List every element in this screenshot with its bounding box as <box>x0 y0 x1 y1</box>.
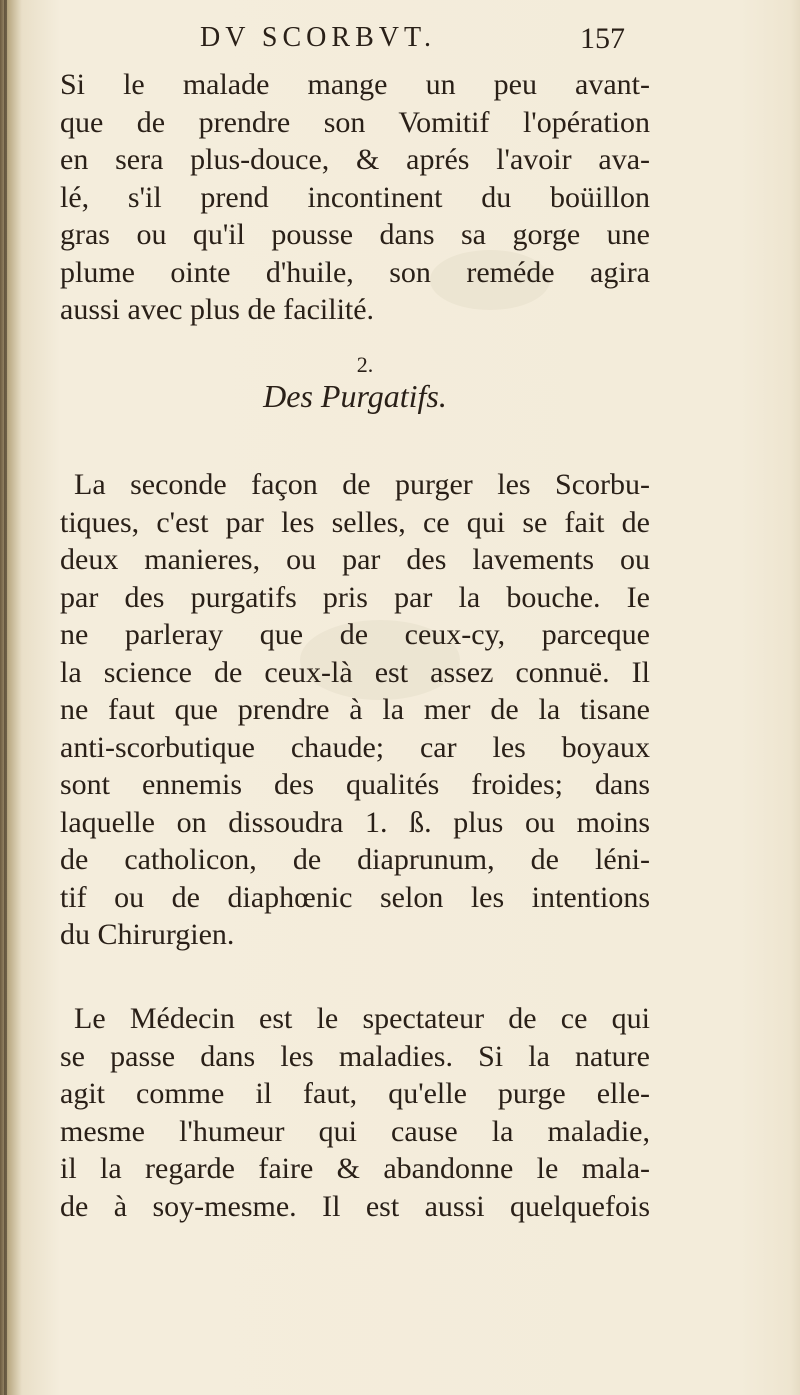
text-line: la science de ceux-là est assez connuë. Il <box>60 655 650 689</box>
text-line: plume ointe d'huile, son reméde agira <box>60 255 650 289</box>
paragraph-vomitif <box>60 66 650 329</box>
text-line: agit comme il faut, qu'elle purge elle- <box>60 1077 650 1110</box>
text-line: gras ou qu'il pousse dans sa gorge une <box>60 218 650 251</box>
text-line: tiques, c'est par les selles, ce qui se fait de <box>60 505 650 539</box>
text-line: se passe dans les maladies. Si la nature <box>60 1039 650 1073</box>
text-line: de catholicon, de diaprunum, de léni- <box>60 843 650 876</box>
text-line: tif ou de diaphœnic selon les intentions <box>60 880 650 914</box>
text-line: ne parleray que de ceux-cy, parceque <box>60 618 650 651</box>
text-line: lé, s'il prend incontinent du boüillon <box>60 180 650 214</box>
text-line: il la regarde faire & abandonne le mala- <box>60 1152 650 1185</box>
text-line: Le Médecin est le spectateur de ce qui <box>74 1002 650 1035</box>
text-line: par des purgatifs pris par la bouche. Ie <box>60 580 650 614</box>
text-line: mesme l'humeur qui cause la maladie, <box>60 1114 650 1148</box>
text-line: La seconde façon de purger les Scorbu- <box>74 468 650 501</box>
page-header <box>0 22 800 66</box>
text-line: deux manieres, ou par des lavements ou <box>60 543 650 576</box>
text-line: anti-scorbutique chaude; car les boyaux <box>60 730 650 764</box>
running-head: DV SCORBVT. <box>200 22 437 53</box>
text-line: ne faut que prendre à la mer de la tisane <box>60 693 650 726</box>
text-line: de à soy-mesme. Il est aussi quelquefois <box>60 1189 650 1223</box>
text-line: aussi avec plus de facilité. <box>60 293 375 326</box>
binding-gutter <box>4 0 7 1395</box>
paragraph-medecin <box>60 1000 650 1225</box>
text-line: du Chirurgien. <box>60 918 235 951</box>
paragraph-purgatifs <box>60 466 650 954</box>
section-title: Des Purgatifs. <box>263 378 447 414</box>
text-line: en sera plus-douce, & aprés l'avoir ava- <box>60 143 650 176</box>
text-line: que de prendre son Vomitif l'opération <box>60 105 650 139</box>
text-line: laquelle on dissoudra 1. ß. plus ou moins <box>60 805 650 839</box>
text-line: sont ennemis des qualités froides; dans <box>60 768 650 801</box>
page-number: 157 <box>580 22 625 55</box>
section-number: 2. <box>356 352 374 377</box>
text-line: Si le malade mange un peu avant- <box>60 68 650 101</box>
